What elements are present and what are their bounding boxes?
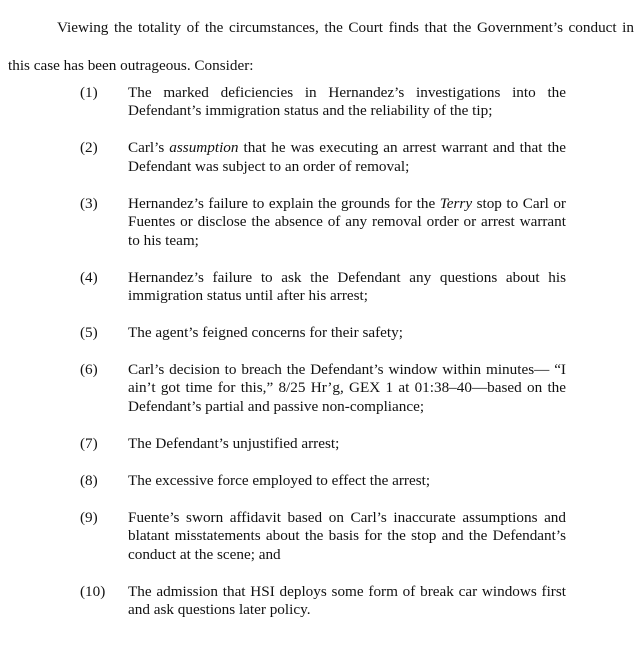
item-number: (7) [80, 434, 98, 452]
list-item [0, 361, 566, 416]
item-text [128, 139, 566, 174]
list-item [0, 195, 566, 250]
list-item [0, 139, 566, 176]
item-text-part: Hernandez’s failure to explain the grounds for the [128, 194, 440, 212]
list-item [0, 84, 566, 121]
item-text-part: stop to Carl or Fuentes or disclose the absence of any removal order or arrest warrant to his team; [128, 194, 566, 249]
item-number: (3) [80, 194, 98, 212]
item-text-part: Carl’s [128, 139, 170, 157]
list-item [0, 472, 566, 490]
item-number: (8) [80, 471, 98, 489]
list-item [0, 269, 566, 306]
item-text: Carl’s decision to breach the Defendant’s window within minutes— “I ain’t got time for this,” 8/25 Hr’g, GEX 1 at 01:38–40—based on the Defendant’s partial and passive non-compliance; [128, 361, 566, 415]
item-number: (1) [80, 84, 98, 101]
item-text-part: that he was executing an arrest warrant and that the Defendant was subject to an order of removal; [128, 139, 567, 175]
item-text: The admission that HSI deploys some form of break car windows first and ask questions later policy. [128, 582, 566, 619]
item-number: (4) [80, 268, 98, 286]
item-text: The excessive force employed to effect the arrest; [128, 471, 431, 489]
item-text-italic: Terry [439, 194, 473, 212]
item-number: (9) [80, 508, 98, 526]
list-item [0, 583, 566, 620]
item-text: The agent’s feigned concerns for their safety; [128, 324, 403, 342]
item-text-italic: assumption [169, 139, 239, 157]
item-text: The Defendant’s unjustified arrest; [128, 434, 340, 452]
list-item [0, 509, 566, 564]
item-number: (6) [80, 361, 98, 379]
item-text: The marked deficiencies in Hernandez’s investigations into the Defendant’s immigration status and the reliability of the tip; [128, 84, 566, 120]
intro-paragraph: Viewing the totality of the circumstances, the Court finds that the Government’s conduct in this case has been outrageous. Consider: [8, 19, 634, 74]
list-item [0, 324, 566, 342]
item-number: (10) [80, 582, 106, 600]
considerations-list [0, 84, 642, 638]
item-number: (2) [80, 139, 98, 157]
item-text [128, 195, 566, 249]
list-item [0, 435, 566, 453]
item-number: (5) [80, 324, 98, 342]
item-text: Hernandez’s failure to ask the Defendant any questions about his immigration status until after his arrest; [128, 268, 566, 305]
item-text: Fuente’s sworn affidavit based on Carl’s inaccurate assumptions and blatant misstatements about the basis for the stop and the Defendant’s conduct at the scene; and [128, 508, 566, 563]
